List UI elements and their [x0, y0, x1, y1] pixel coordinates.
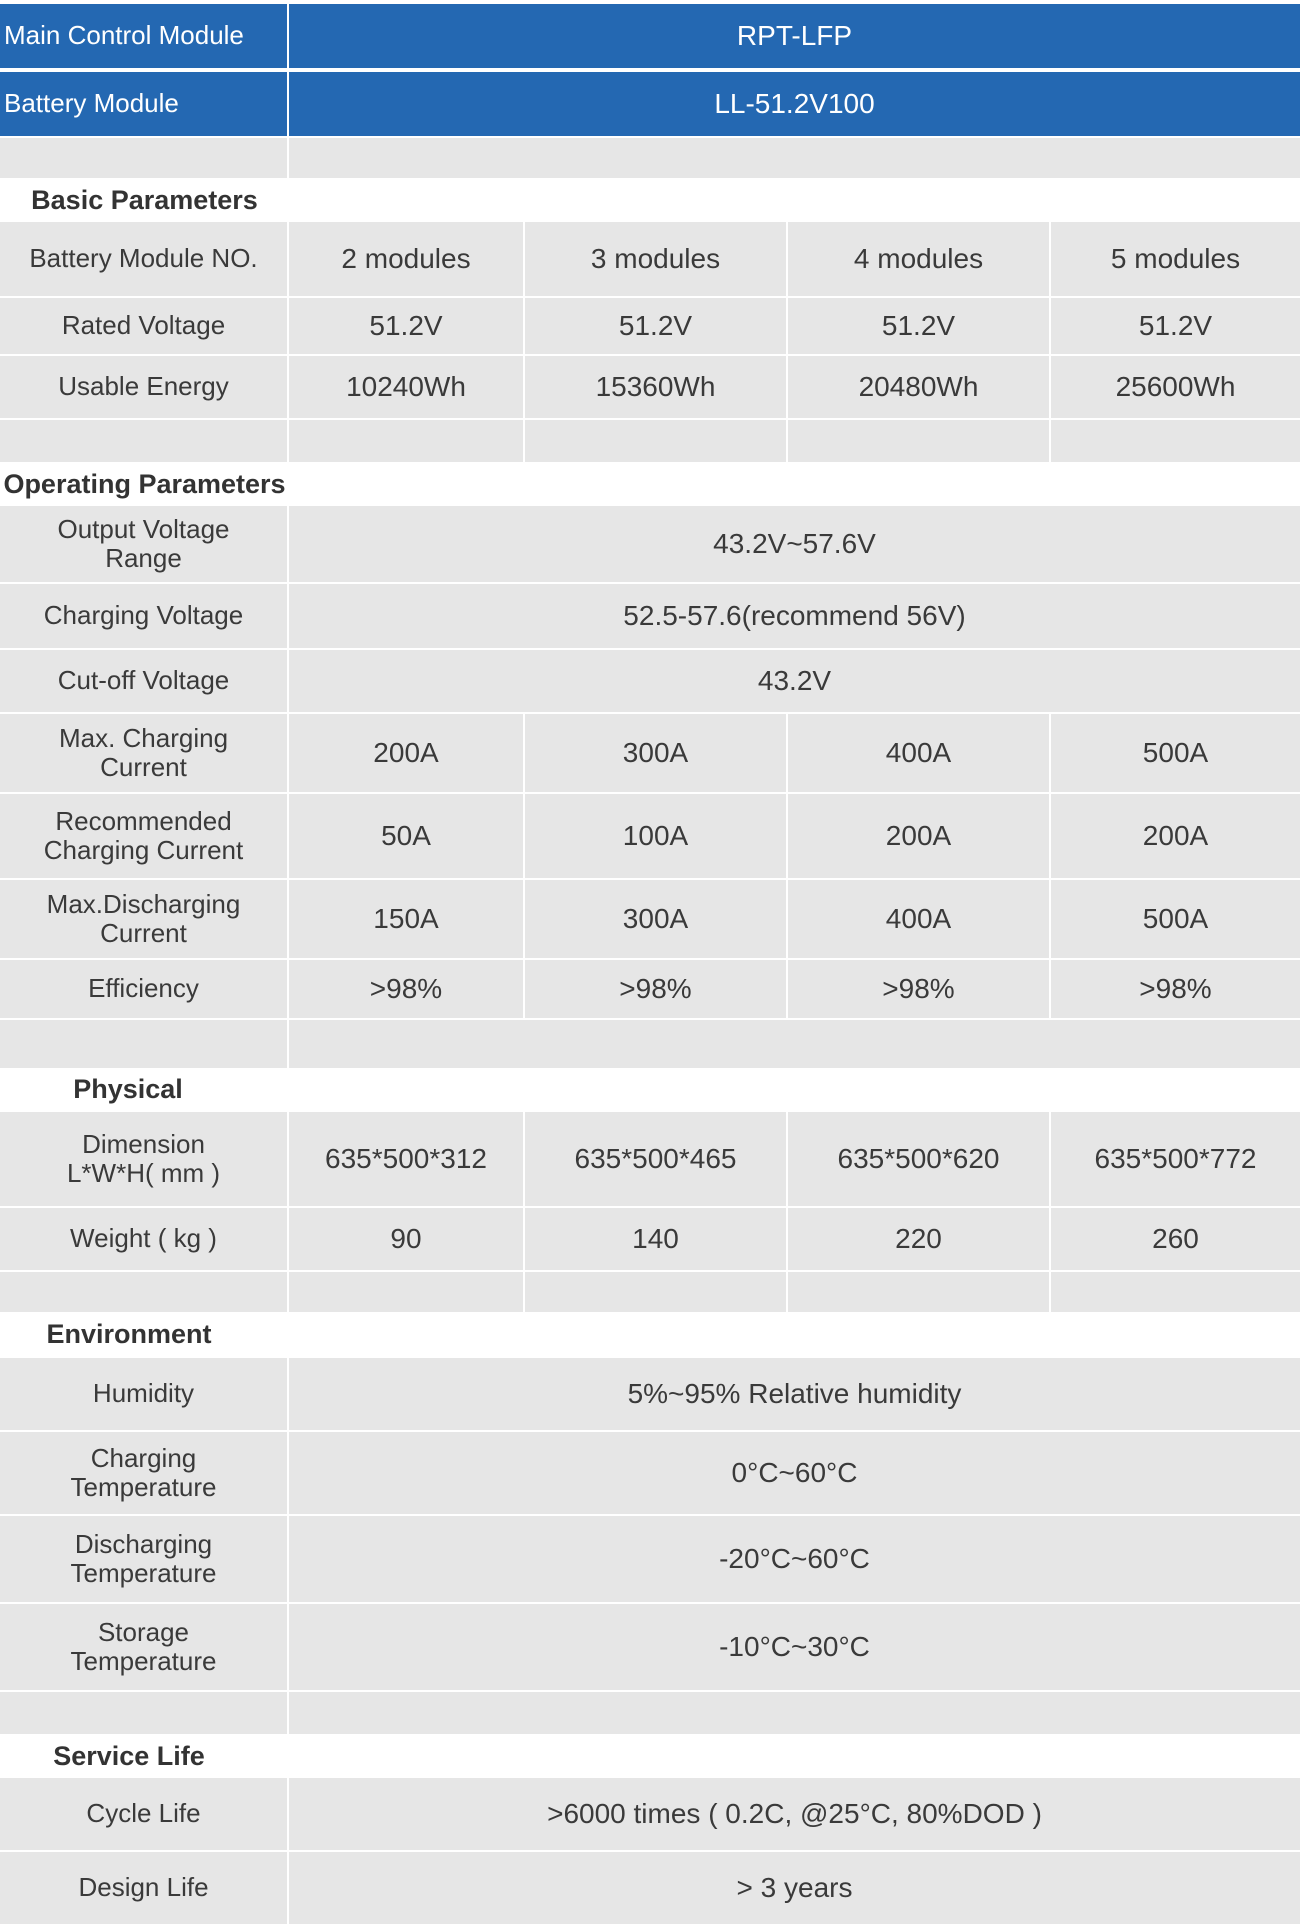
cell: 51.2V: [525, 298, 788, 354]
cell: -20°C~60°C: [289, 1516, 1300, 1602]
spacer-row: [0, 1272, 1300, 1312]
cell: 100A: [525, 794, 788, 878]
main-control-value: RPT-LFP: [289, 4, 1300, 68]
cell: 90: [289, 1208, 525, 1270]
cell: 4 modules: [788, 222, 1051, 296]
table-row: [0, 222, 1300, 296]
cell: > 3 years: [289, 1852, 1300, 1924]
cell: 500A: [1051, 880, 1300, 958]
table-row: [0, 1778, 1300, 1850]
table-row: [0, 794, 1300, 878]
main-control-row: [0, 4, 1300, 68]
cell: >98%: [788, 960, 1051, 1018]
table-row: [0, 960, 1300, 1018]
row-label: Dimension L*W*H( mm ): [0, 1112, 289, 1206]
cell: 15360Wh: [525, 356, 788, 418]
section-title: Physical: [73, 1073, 183, 1104]
row-label: Rated Voltage: [0, 298, 289, 354]
cell: 25600Wh: [1051, 356, 1300, 418]
section-physical: [0, 1068, 1300, 1110]
row-label: Efficiency: [0, 960, 289, 1018]
cell: 635*500*312: [289, 1112, 525, 1206]
spacer-row: [0, 1692, 1300, 1734]
cell: 43.2V~57.6V: [289, 506, 1300, 582]
table-row: [0, 356, 1300, 418]
cell: 635*500*465: [525, 1112, 788, 1206]
cell: 52.5-57.6(recommend 56V): [289, 584, 1300, 648]
cell: 5 modules: [1051, 222, 1300, 296]
cell: 635*500*772: [1051, 1112, 1300, 1206]
cell: 150A: [289, 880, 525, 958]
section-title: Basic Parameters: [31, 184, 258, 215]
row-label: Design Life: [0, 1852, 289, 1924]
cell: 0°C~60°C: [289, 1432, 1300, 1514]
cell: 200A: [1051, 794, 1300, 878]
table-row: [0, 880, 1300, 958]
section-environment: [0, 1312, 1300, 1356]
table-row: [0, 1112, 1300, 1206]
row-label: Charging Temperature: [0, 1432, 289, 1514]
cell: 51.2V: [1051, 298, 1300, 354]
cell: 10240Wh: [289, 356, 525, 418]
cell: 200A: [788, 794, 1051, 878]
cell: -10°C~30°C: [289, 1604, 1300, 1690]
table-row: [0, 1852, 1300, 1924]
cell: 2 modules: [289, 222, 525, 296]
cell: 43.2V: [289, 650, 1300, 712]
cell: 200A: [289, 714, 525, 792]
cell: >98%: [1051, 960, 1300, 1018]
cell: 500A: [1051, 714, 1300, 792]
spacer-row: [0, 420, 1300, 462]
table-row: [0, 1358, 1300, 1430]
table-row: [0, 1432, 1300, 1514]
table-row: [0, 1516, 1300, 1602]
main-control-label: Main Control Module: [0, 4, 289, 68]
table-row: [0, 1208, 1300, 1270]
row-label: Recommended Charging Current: [0, 794, 289, 878]
spacer-row: [0, 1020, 1300, 1068]
section-basic-parameters: [0, 178, 1300, 222]
cell: 140: [525, 1208, 788, 1270]
row-label: Max. Charging Current: [0, 714, 289, 792]
row-label: Usable Energy: [0, 356, 289, 418]
cell: 400A: [788, 714, 1051, 792]
cell: 260: [1051, 1208, 1300, 1270]
row-label: Max.Discharging Current: [0, 880, 289, 958]
row-label: Storage Temperature: [0, 1604, 289, 1690]
row-label: Charging Voltage: [0, 584, 289, 648]
cell: >98%: [525, 960, 788, 1018]
battery-module-label: Battery Module: [0, 72, 289, 136]
cell: >98%: [289, 960, 525, 1018]
cell: 20480Wh: [788, 356, 1051, 418]
section-title: Operating Parameters: [3, 468, 286, 499]
section-service-life: [0, 1734, 1300, 1778]
cell: 635*500*620: [788, 1112, 1051, 1206]
row-label: Battery Module NO.: [0, 222, 289, 296]
section-title: Service Life: [53, 1740, 205, 1771]
row-label: Cut-off Voltage: [0, 650, 289, 712]
section-operating-parameters: [0, 462, 1300, 506]
table-row: [0, 1604, 1300, 1690]
table-row: [0, 506, 1300, 582]
cell: 400A: [788, 880, 1051, 958]
battery-module-value: LL-51.2V100: [289, 72, 1300, 136]
row-label: Humidity: [0, 1358, 289, 1430]
cell: 300A: [525, 714, 788, 792]
table-row: [0, 298, 1300, 354]
cell: 3 modules: [525, 222, 788, 296]
table-row: [0, 714, 1300, 792]
battery-module-row: [0, 72, 1300, 136]
cell: 220: [788, 1208, 1051, 1270]
cell: 300A: [525, 880, 788, 958]
cell: 51.2V: [289, 298, 525, 354]
cell: 5%~95% Relative humidity: [289, 1358, 1300, 1430]
table-row: [0, 650, 1300, 712]
row-label: Discharging Temperature: [0, 1516, 289, 1602]
table-row: [0, 584, 1300, 648]
row-label: Cycle Life: [0, 1778, 289, 1850]
row-label: Weight ( kg ): [0, 1208, 289, 1270]
cell: 50A: [289, 794, 525, 878]
section-title: Environment: [46, 1318, 212, 1349]
cell: >6000 times ( 0.2C, @25°C, 80%DOD ): [289, 1778, 1300, 1850]
spacer-row: [0, 138, 1300, 178]
row-label: Output Voltage Range: [0, 506, 289, 582]
cell: 51.2V: [788, 298, 1051, 354]
